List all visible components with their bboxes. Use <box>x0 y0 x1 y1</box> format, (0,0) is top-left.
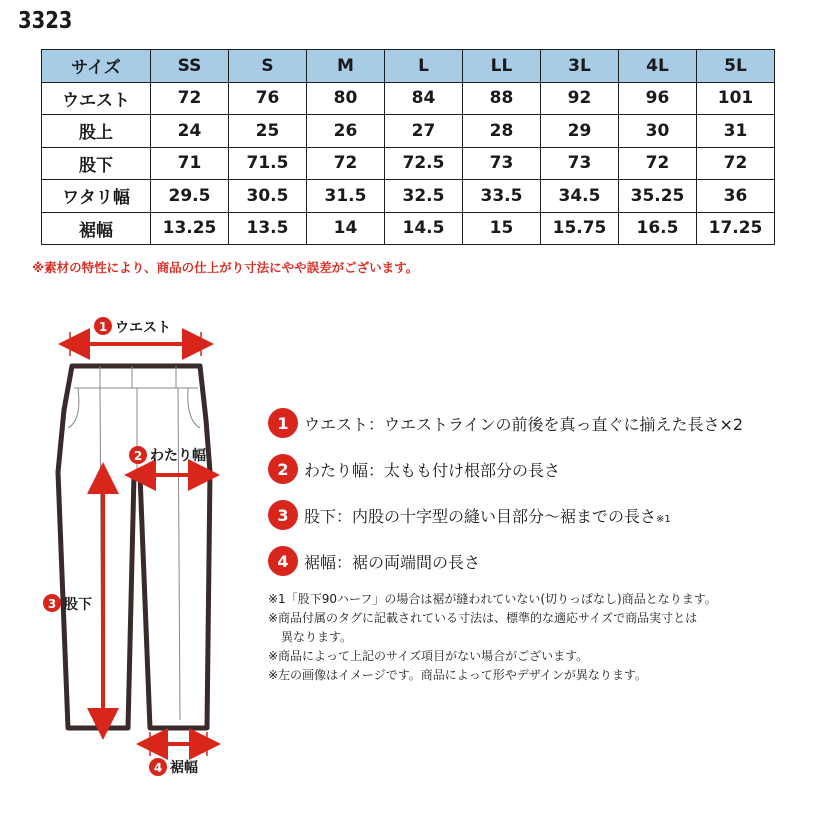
table-cell: 14 <box>307 212 385 245</box>
table-cell: 80 <box>307 82 385 115</box>
table-cell: 27 <box>385 115 463 148</box>
table-cell: 25 <box>229 115 307 148</box>
inseam-label: 股下 <box>64 597 92 613</box>
table-cell: 24 <box>151 115 229 148</box>
table-cell: 71 <box>151 147 229 180</box>
badge-thigh-num: 2 <box>133 449 143 463</box>
table-cell: 71.5 <box>229 147 307 180</box>
table-cell: 33.5 <box>463 180 541 213</box>
footnote: ※商品によって上記のサイズ項目がない場合がございます。 <box>268 649 589 663</box>
table-cell: 34.5 <box>541 180 619 213</box>
table-cell: 76 <box>229 82 307 115</box>
legend-number: 1 <box>268 408 298 438</box>
table-cell: 15.75 <box>541 212 619 245</box>
table-cell: 14.5 <box>385 212 463 245</box>
table-header-row <box>42 50 775 83</box>
table-cell: 96 <box>619 82 697 115</box>
legend-number: 3 <box>268 500 298 530</box>
thigh-label: わたり幅 <box>150 448 206 464</box>
table-cell: 29.5 <box>151 180 229 213</box>
legend-text: 股下：内股の十字型の縫い目部分～裾までの長さ <box>304 506 657 526</box>
table-header-cell: 3L <box>541 50 619 83</box>
table-header-cell: LL <box>463 50 541 83</box>
table-cell: 30 <box>619 115 697 148</box>
table-cell: 31.5 <box>307 180 385 213</box>
table-cell: 17.25 <box>697 212 775 245</box>
legend-item-hem <box>268 546 743 576</box>
footnote: ※左の画像はイメージです。商品によって形やデザインが異なります。 <box>268 668 647 682</box>
legend-text: ウエスト：ウエストラインの前後を真っ直ぐに揃えた長さ×2 <box>304 414 744 434</box>
table-cell: 88 <box>463 82 541 115</box>
table-header-cell: M <box>307 50 385 83</box>
row-label: ワタリ幅 <box>42 180 151 213</box>
table-header-cell: サイズ <box>42 50 151 83</box>
table-cell: 72.5 <box>385 147 463 180</box>
table-cell: 73 <box>541 147 619 180</box>
table-cell: 28 <box>463 115 541 148</box>
table-cell: 36 <box>697 180 775 213</box>
table-header-cell: L <box>385 50 463 83</box>
table-cell: 31 <box>697 115 775 148</box>
row-label: 股上 <box>42 115 151 148</box>
legend-item-waist <box>268 408 743 438</box>
footnote: ※商品付属のタグに記載されている寸法は、標準的な適応サイズで商品実寸とは <box>268 611 698 625</box>
table-row <box>42 212 775 245</box>
measurement-legend <box>268 408 743 592</box>
legend-number: 2 <box>268 454 298 484</box>
waist-label: ウエスト <box>115 320 171 336</box>
hem-label: 裾幅 <box>170 760 198 776</box>
footnote: ※1「股下90ハーフ」の場合は裾が縫われていない(切りっぱなし)商品となります。 <box>268 592 717 606</box>
footnotes <box>268 590 717 685</box>
table-cell: 72 <box>151 82 229 115</box>
table-header-cell: S <box>229 50 307 83</box>
table-header-cell: 5L <box>697 50 775 83</box>
table-cell: 73 <box>463 147 541 180</box>
badge-inseam-num: 3 <box>47 597 57 611</box>
table-cell: 13.25 <box>151 212 229 245</box>
table-cell: 84 <box>385 82 463 115</box>
table-row <box>42 115 775 148</box>
table-cell: 72 <box>619 147 697 180</box>
table-row <box>42 82 775 115</box>
row-label: ウエスト <box>42 82 151 115</box>
pants-diagram <box>0 300 260 790</box>
table-cell: 72 <box>697 147 775 180</box>
table-header-cell: 4L <box>619 50 697 83</box>
table-row <box>42 147 775 180</box>
legend-text: 裾幅：裾の両端間の長さ <box>304 552 481 572</box>
legend-item-inseam <box>268 500 743 530</box>
row-label: 裾幅 <box>42 212 151 245</box>
badge-hem-num: 4 <box>153 761 163 775</box>
table-cell: 92 <box>541 82 619 115</box>
table-cell: 72 <box>307 147 385 180</box>
table-cell: 13.5 <box>229 212 307 245</box>
table-cell: 16.5 <box>619 212 697 245</box>
legend-text: わたり幅：太もも付け根部分の長さ <box>304 460 561 480</box>
badge-waist-num: 1 <box>98 320 108 334</box>
table-cell: 29 <box>541 115 619 148</box>
table-cell: 26 <box>307 115 385 148</box>
model-number: 3323 <box>18 8 73 34</box>
size-table <box>41 49 775 245</box>
legend-item-thigh <box>268 454 743 484</box>
legend-footnote-ref: ※1 <box>656 513 671 525</box>
table-cell: 32.5 <box>385 180 463 213</box>
material-note: ※素材の特性により、商品の仕上がり寸法にやや誤差がございます。 <box>32 260 419 275</box>
legend-text-wrap <box>304 504 671 527</box>
table-cell: 35.25 <box>619 180 697 213</box>
table-row <box>42 180 775 213</box>
table-cell: 101 <box>697 82 775 115</box>
table-cell: 15 <box>463 212 541 245</box>
table-header-cell: SS <box>151 50 229 83</box>
table-cell: 30.5 <box>229 180 307 213</box>
legend-number: 4 <box>268 546 298 576</box>
footnote: 異なります。 <box>281 630 353 644</box>
row-label: 股下 <box>42 147 151 180</box>
pants-outline <box>58 366 210 728</box>
